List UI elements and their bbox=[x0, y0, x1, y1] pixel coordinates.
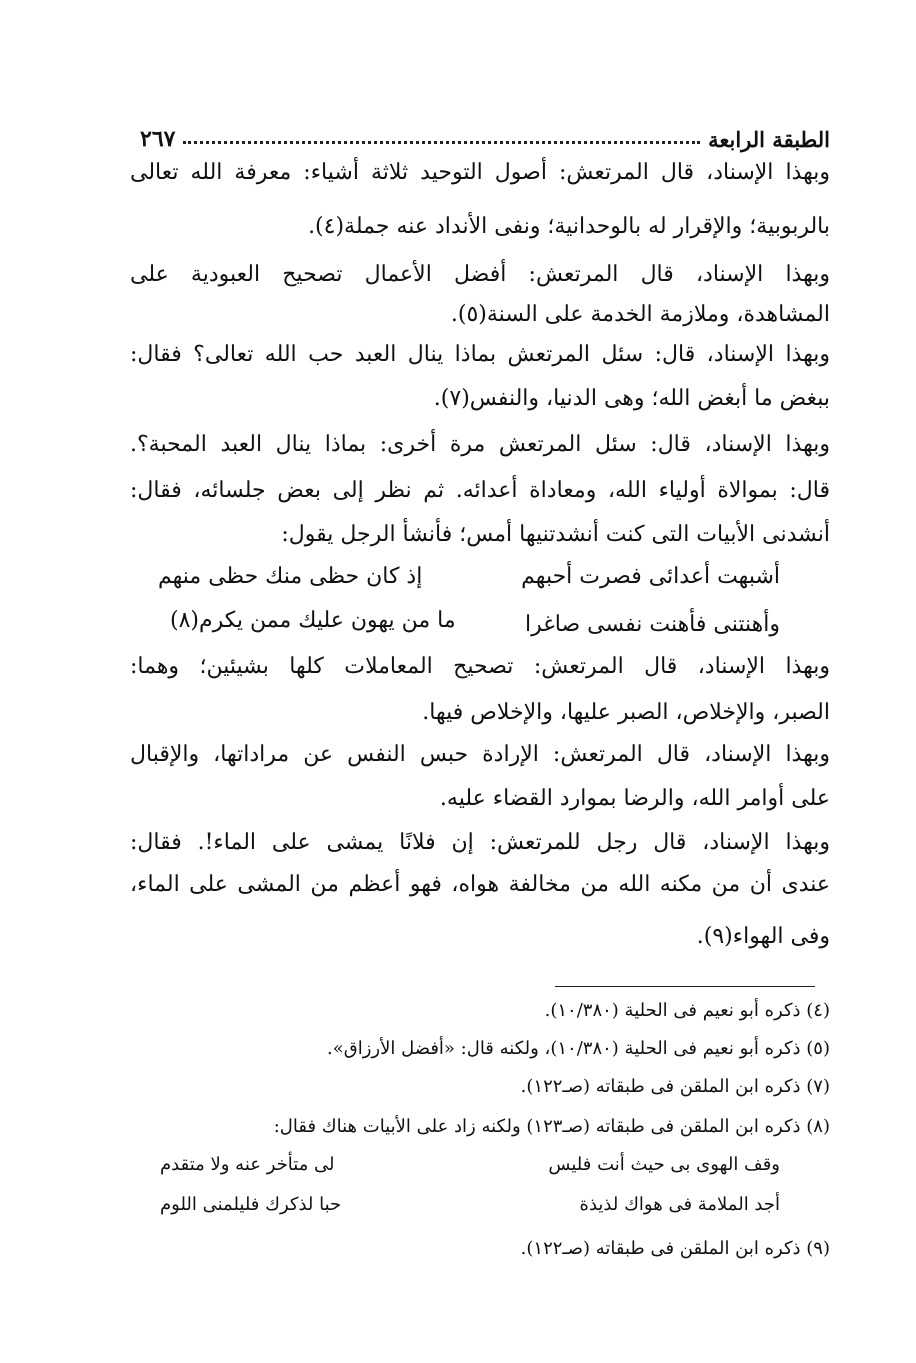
body-line: وبهذا الإسناد، قال المرتعش: تصحيح المعاملات كلها بشيئين؛ وهما: bbox=[130, 654, 830, 679]
body-line: بالربوبية؛ والإقرار له بالوحدانية؛ ونفى الأنداد عنه جملة(٤). bbox=[308, 214, 830, 239]
footnote-verse-second: لى متأخر عنه ولا متقدم bbox=[160, 1154, 335, 1175]
footnote: (٥) ذكره أبو نعيم فى الحلية (١٠/٣٨٠)، ولكنه قال: «أفضل الأرزاق». bbox=[327, 1038, 830, 1059]
body-line: وبهذا الإسناد، قال المرتعش: أصول التوحيد ثلاثة أشياء: معرفة الله تعالى bbox=[130, 160, 830, 185]
body-line: أنشدنى الأبيات التى كنت أنشدتنيها أمس؛ فأنشأ الرجل يقول: bbox=[281, 522, 830, 547]
page-number: ٢٦٧ bbox=[140, 126, 176, 152]
chapter-title: الطبقة الرابعة bbox=[708, 127, 830, 152]
footnote-verse-first: أجد الملامة فى هواك لذيذة bbox=[579, 1194, 780, 1215]
body-line: وبهذا الإسناد، قال المرتعش: الإرادة حبس النفس عن مراداتها، والإقبال bbox=[130, 742, 830, 767]
verse-second-hemistich: ما من يهون عليك ممن يكرم(٨) bbox=[170, 608, 456, 633]
body-line: عندى أن من مكنه الله من مخالفة هواه، فهو أعظم من المشى على الماء، bbox=[130, 872, 830, 897]
body-line: المشاهدة، وملازمة الخدمة على السنة(٥). bbox=[450, 302, 830, 327]
verse-first-hemistich: أشبهت أعدائى فصرت أحبهم bbox=[521, 564, 780, 589]
footnote-verse-second: حبا لذكرك فليلمنى اللوم bbox=[160, 1194, 342, 1215]
footnote: (٩) ذكره ابن الملقن فى طبقاته (صـ١٢٢). bbox=[520, 1238, 830, 1259]
body-line: قال: بموالاة أولياء الله، ومعاداة أعدائه. ثم نظر إلى بعض جلسائه، فقال: bbox=[130, 478, 830, 503]
body-line: وبهذا الإسناد، قال رجل للمرتعش: إن فلانًا يمشى على الماء!. فقال: bbox=[130, 830, 830, 855]
footnote: (٧) ذكره ابن الملقن فى طبقاته (صـ١٢٢). bbox=[520, 1076, 830, 1097]
verse-second-hemistich: إذ كان حظى منك حظى منهم bbox=[158, 564, 423, 589]
verse-first-hemistich: وأهنتنى فأهنت نفسى صاغرا bbox=[525, 612, 780, 637]
footnote-verse-first: وقف الهوى بى حيث أنت فليس bbox=[548, 1154, 780, 1175]
body-line: الصبر، والإخلاص، الصبر عليها، والإخلاص فيها. bbox=[422, 700, 830, 725]
footnote: (٤) ذكره أبو نعيم فى الحلية (١٠/٣٨٠). bbox=[544, 1000, 830, 1021]
body-line: وفى الهواء(٩). bbox=[696, 924, 830, 949]
body-line: وبهذا الإسناد، قال: سئل المرتعش مرة أخرى: بماذا ينال العبد المحبة؟. bbox=[130, 432, 830, 457]
body-line: ببغض ما أبغض الله؛ وهى الدنيا، والنفس(٧). bbox=[433, 386, 830, 411]
header-dot-leader bbox=[183, 141, 700, 144]
body-line: وبهذا الإسناد، قال المرتعش: أفضل الأعمال تصحيح العبودية على bbox=[130, 262, 830, 287]
body-line: على أوامر الله، والرضا بموارد القضاء عليه. bbox=[439, 786, 830, 811]
body-line: وبهذا الإسناد، قال: سئل المرتعش بماذا ينال العبد حب الله تعالى؟ فقال: bbox=[130, 342, 830, 367]
running-header bbox=[140, 112, 830, 152]
footnote-separator bbox=[555, 986, 815, 987]
footnote: (٨) ذكره ابن الملقن فى طبقاته (صـ١٢٣) ولكنه زاد على الأبيات هناك فقال: bbox=[273, 1116, 830, 1137]
